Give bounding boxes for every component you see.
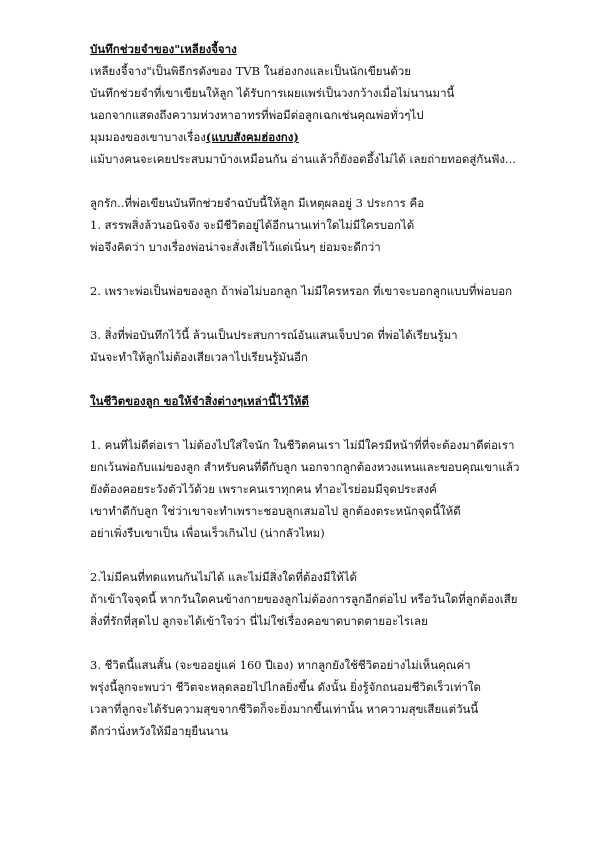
intro-line-4: [90, 126, 560, 148]
spacer: [90, 258, 560, 280]
point-2-line-1: 2.ไม่มีคนที่ทดแทนกันไม่ได้ และไม่มีสิ่งใดที่ต้องมีให้ได้: [90, 570, 357, 584]
document-body: [90, 38, 560, 742]
intro-line-4-text: มุมมองของเขาบางเรื่อง: [90, 130, 206, 144]
point-3-line-3: เวลาที่ลูกจะได้รับความสุขจากชีวิตก็จะยิ่งมากขึ้นเท่านั้น หาความสุขเสียแต่วันนี้: [90, 702, 479, 716]
intro-line-2: บันทึกช่วยจำที่เขาเขียนให้ลูก ได้รับการเผยแพร่เป็นวงกว้างเมื่อไม่นานมานี้: [90, 86, 455, 100]
spacer: [90, 412, 560, 434]
point-2-line-2: ถ้าเข้าใจจุดนี้ หากวันใดคนข้างกายของลูกไม่ต้องการลูกอีกต่อไป หรือวันใดที่ลูกต้องเสีย: [90, 592, 518, 606]
spacer: [90, 632, 560, 654]
intro-line-4-emphasis: (แบบสังคมฮ่องกง): [205, 130, 299, 144]
point-1-line-1: 1. คนที่ไม่ดีต่อเรา ไม่ต้องไปใส่ใจนัก ในชีวิตคนเรา ไม่มีใครมีหน้าที่ที่จะต้องมาดีต่อเรา: [90, 438, 515, 452]
reason-3-line-1: 3. สิ่งที่พ่อบันทึกไว้นี้ ล้วนเป็นประสบการณ์อันแสนเจ็บปวด ที่พ่อได้เรียนรู้มา: [90, 328, 458, 342]
reason-1-line-2: พ่อจึงคิดว่า บางเรื่องพ่อน่าจะสั่งเสียไว้แต่เนิ่นๆ ย่อมจะดีกว่า: [90, 240, 381, 254]
point-1-line-2: ยกเว้นพ่อกับแม่ของลูก สำหรับคนที่ดีกับลูก นอกจากลูกต้องหวงแหนและขอบคุณเขาแล้ว: [90, 460, 520, 474]
point-1-line-4: เขาทำดีกับลูก ใช่ว่าเขาจะทำเพราะชอบลูกเสมอไป ลูกต้องตระหนักจุดนี้ให้ดี: [90, 504, 461, 518]
spacer: [90, 368, 560, 390]
intro-line-3: นอกจากแสดงถึงความห่วงหาอาทรที่พ่อมีต่อลูกเฉกเช่นคุณพ่อทั่วๆไป: [90, 108, 424, 122]
spacer: [90, 170, 560, 192]
point-3-line-2: พรุ่งนี้ลูกจะพบว่า ชีวิตจะหลุดลอยไปไกลยิ่งขึ้น ดังนั้น ยิ่งรู้จักถนอมชีวิตเร็วเท่าใด: [90, 680, 482, 694]
point-3-line-4: ดีกว่านั่งหวังให้มีอายุยืนนาน: [90, 724, 229, 738]
intro-line-1: เหลียงจี้จาง"เป็นพิธีกรดังของ TVB ในฮ่องกงและเป็นนักเขียนด้วย: [90, 64, 411, 78]
point-3-line-1: 3. ชีวิตนี้แสนสั้น (จะขออยู่แค่ 160 ปีเอง) หากลูกยังใช้ชีวิตอย่างไม่เห็นคุณค่า: [90, 658, 471, 672]
reason-3-line-2: มันจะทำให้ลูกไม่ต้องเสียเวลาไปเรียนรู้มันอีก: [90, 350, 308, 364]
point-1-line-5: อย่าเพิ่งรีบเขาเป็น เพื่อนเร็วเกินไป (น่ากลัวไหม): [90, 526, 325, 540]
reason-1-line-1: 1. สรรพสิ่งล้วนอนิจจัง จะมีชีวิตอยู่ได้อีกนานเท่าใดไม่มีใครบอกได้: [90, 218, 415, 232]
point-1-line-3: ยังต้องคอยระวังตัวไว้ด้วย เพราะคนเราทุกคน ทำอะไรย่อมมีจุดประสงค์: [90, 482, 437, 496]
spacer: [90, 544, 560, 566]
document-title: บันทึกช่วยจำของ"เหลียงจี้จาง: [90, 42, 237, 56]
reasons-intro: ลูกรัก..ที่พ่อเขียนบันทึกช่วยจำฉบับนี้ให้ลูก มีเหตุผลอยู่ 3 ประการ คือ: [90, 196, 425, 210]
spacer: [90, 302, 560, 324]
reason-2: 2. เพราะพ่อเป็นพ่อของลูก ถ้าพ่อไม่บอกลูก ไม่มีใครหรอก ที่เขาจะบอกลูกแบบที่พ่อบอก: [90, 284, 513, 298]
intro-line-5: แม้บางคนจะเคยประสบมาบ้างเหมือนกัน อ่านแล้วก็ยังอดอึ้งไม่ได้ เลยถ่ายทอดสู่กันฟัง...: [90, 152, 516, 166]
point-2-line-3: สิ่งที่รักที่สุดไป ลูกจะได้เข้าใจว่า นี่ไม่ใช่เรื่องคอขาดบาดตายอะไรเลย: [90, 614, 428, 628]
section-heading: ในชีวิตของลูก ขอให้จำสิ่งต่างๆเหล่านี้ไว้ให้ดี: [90, 394, 309, 408]
